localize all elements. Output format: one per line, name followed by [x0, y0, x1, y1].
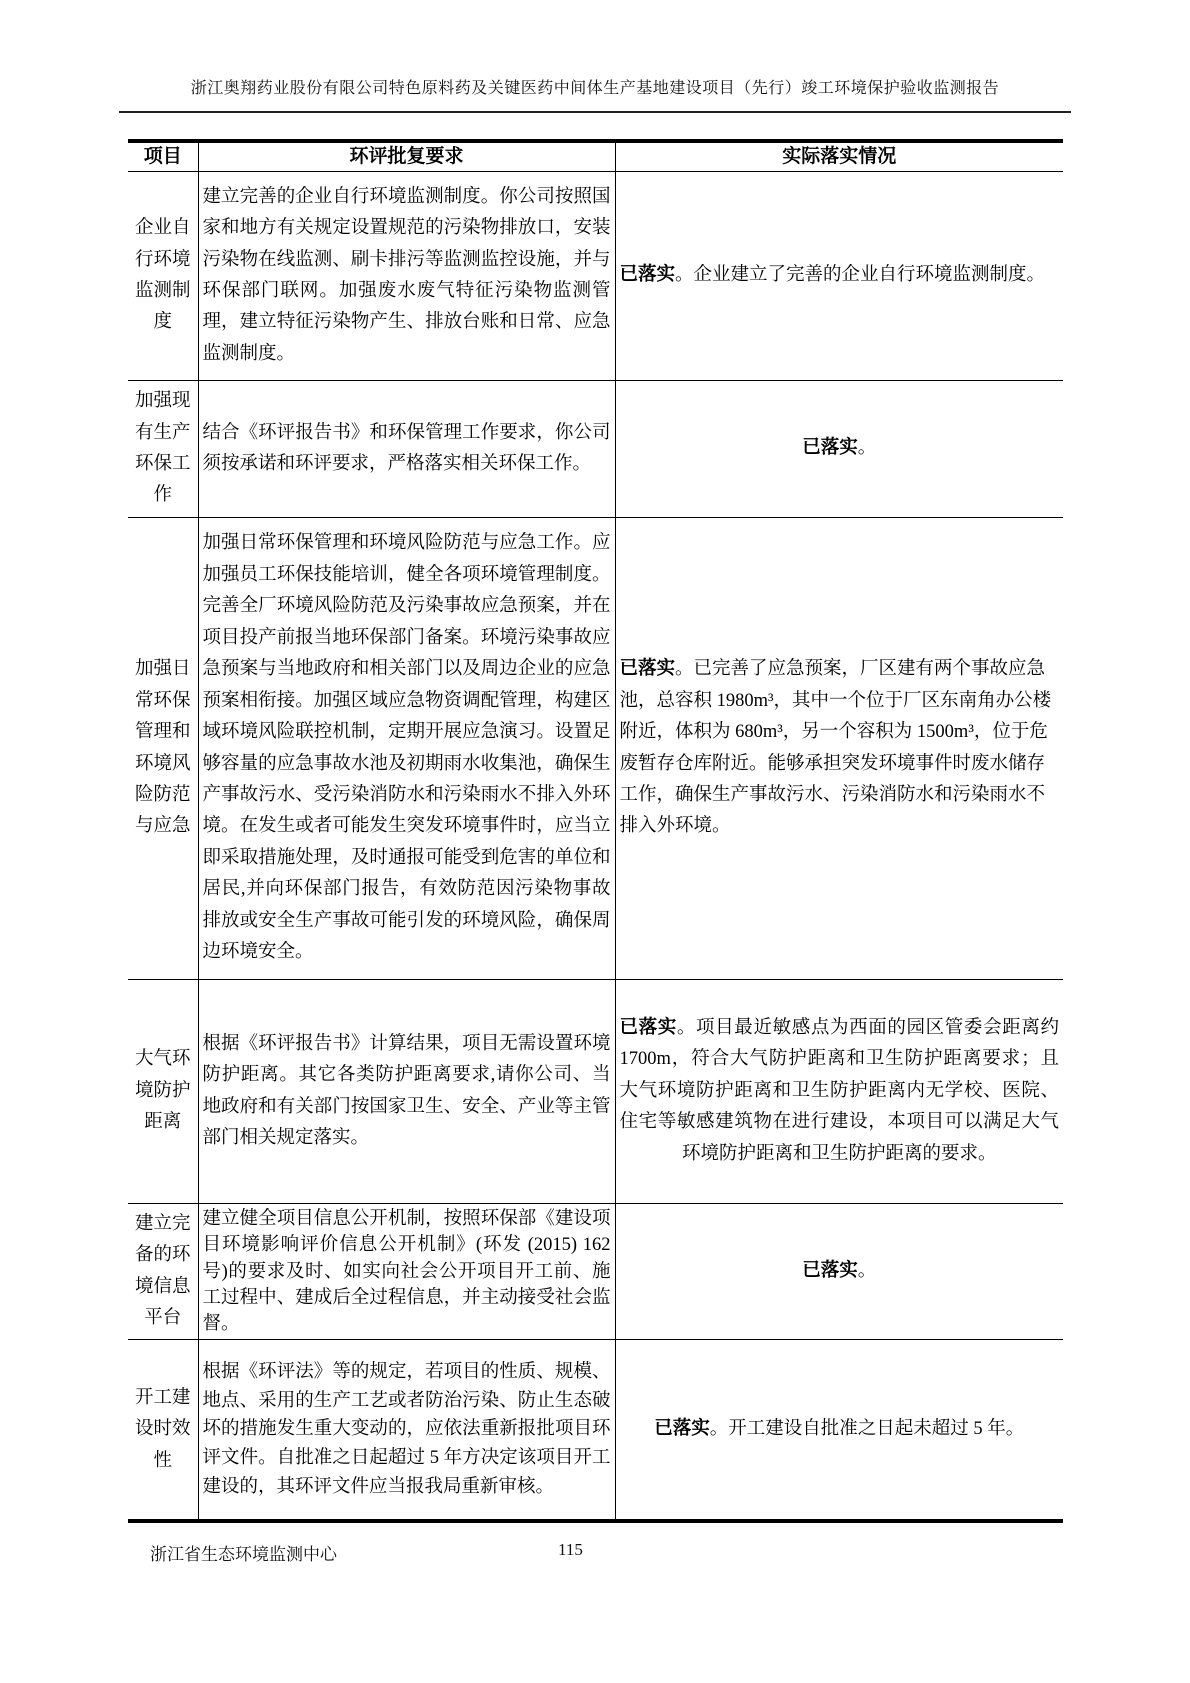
status-label: 已落实 [802, 1260, 858, 1281]
requirement-cell: 加强日常环保管理和环境风险防范与应急工作。应加强员工环保技能培训，健全各项环境管理制度。完善全厂环境风险防范及污染事故应急预案，并在项目投产前报当地环保部门备案。环境污染事故应急预案与当地政府和相关部门以及周边企业的应急预案相衔接。加强区域应急物资调配管理，构建区域环境风险联控机制，定期开展应急演习。设置足够容量的应急事故水池及初期雨水收集池，确保生产事故污水、受污染消防水和污染雨水不排入外环境。在发生或者可能发生突发环境事件时，应当立即采取措施处理，及时通报可能受到危害的单位和居民,并向环保部门报告，有效防范因污染物事故排放或安全生产事故可能引发的环境风险，确保周边环境安全。 [198, 518, 615, 980]
status-cell [615, 172, 1063, 381]
status-cell [615, 518, 1063, 980]
status-text: 。项目最近敏感点为西面的园区管委会距离约 1700m，符合大气防护距离和卫生防护距离要求；且大气环境防护距离和卫生防护距离内无学校、医院、住宅等敏感建筑物在进行建设，本项目可以满足大气环境防护距离和卫生防护距离的要求。 [619, 1017, 1059, 1164]
requirement-cell: 建立健全项目信息公开机制，按照环保部《建设项目环境影响评价信息公开机制》(环发 (2015) 162 号)的要求及时、如实向社会公开项目开工前、施工过程中、建成后全过程信息，并主动接受社会监督。 [198, 1204, 615, 1340]
column-header-requirement: 环评批复要求 [198, 141, 615, 172]
status-cell [615, 1340, 1063, 1522]
status-text: 。 [857, 438, 877, 459]
page-number: 115 [558, 1540, 583, 1559]
table-row [128, 1340, 1063, 1522]
requirement-cell: 根据《环评报告书》计算结果，项目无需设置环境防护距离。其它各类防护距离要求,请你公司、当地政府和有关部门按国家卫生、安全、产业等主管部门相关规定落实。 [198, 980, 615, 1204]
column-header-status: 实际落实情况 [615, 141, 1063, 172]
header-rule [119, 111, 1071, 113]
table-header-row [128, 141, 1063, 172]
column-header-item: 项目 [128, 141, 198, 172]
item-cell: 加强现有生产环保工作 [128, 381, 198, 518]
status-text: 。开工建设自批准之日起未超过 5 年。 [709, 1419, 1025, 1440]
status-text: 。企业建立了完善的企业自行环境监测制度。 [675, 265, 1046, 286]
requirement-cell: 根据《环评法》等的规定，若项目的性质、规模、地点、采用的生产工艺或者防治污染、防止生态破坏的措施发生重大变动的，应依法重新报批项目环评文件。自批准之日起超过 5 年方决定该项目开工建设的，其环评文件应当报我局重新审核。 [198, 1340, 615, 1522]
status-label: 已落实 [619, 265, 676, 286]
item-cell: 企业自行环境监测制度 [128, 172, 198, 381]
item-cell: 建立完备的环境信息平台 [128, 1204, 198, 1340]
status-cell [615, 980, 1063, 1204]
status-text: 。 [857, 1260, 877, 1281]
table-row [128, 518, 1063, 980]
status-label: 已落实 [802, 438, 858, 459]
status-label: 已落实 [619, 1017, 677, 1038]
item-cell: 大气环境防护距离 [128, 980, 198, 1204]
table-row [128, 172, 1063, 381]
table-row [128, 1204, 1063, 1340]
footer-organization: 浙江省生态环境监测中心 [150, 1545, 337, 1564]
table-row [128, 381, 1063, 518]
status-label: 已落实 [619, 659, 676, 680]
requirement-cell: 结合《环评报告书》和环保管理工作要求，你公司须按承诺和环评要求，严格落实相关环保工作。 [198, 381, 615, 518]
table-row [128, 980, 1063, 1204]
eia-compliance-table [128, 139, 1063, 1523]
status-cell [615, 381, 1063, 518]
status-text: 。已完善了应急预案，厂区建有两个事故应急池，总容积 1980m³，其中一个位于厂区东南角办公楼附近，体积为 680m³，另一个容积为 1500m³，位于危废暂存仓库附近。能够承担突发环境事件时废水储存工作，确保生产事故污水、污染消防水和污染雨水不排入外环境。 [619, 659, 1052, 837]
requirement-cell: 建立完善的企业自行环境监测制度。你公司按照国家和地方有关规定设置规范的污染物排放口，安装污染物在线监测、刷卡排污等监测监控设施，并与环保部门联网。加强废水废气特征污染物监测管理，建立特征污染物产生、排放台账和日常、应急监测制度。 [198, 172, 615, 381]
document-header-title: 浙江奥翔药业股份有限公司特色原料药及关键医药中间体生产基地建设项目（先行）竣工环境保护验收监测报告 [190, 80, 1000, 97]
status-cell [615, 1204, 1063, 1340]
item-cell: 开工建设时效性 [128, 1340, 198, 1522]
status-label: 已落实 [654, 1419, 710, 1440]
item-cell: 加强日常环保管理和环境风险防范与应急 [128, 518, 198, 980]
